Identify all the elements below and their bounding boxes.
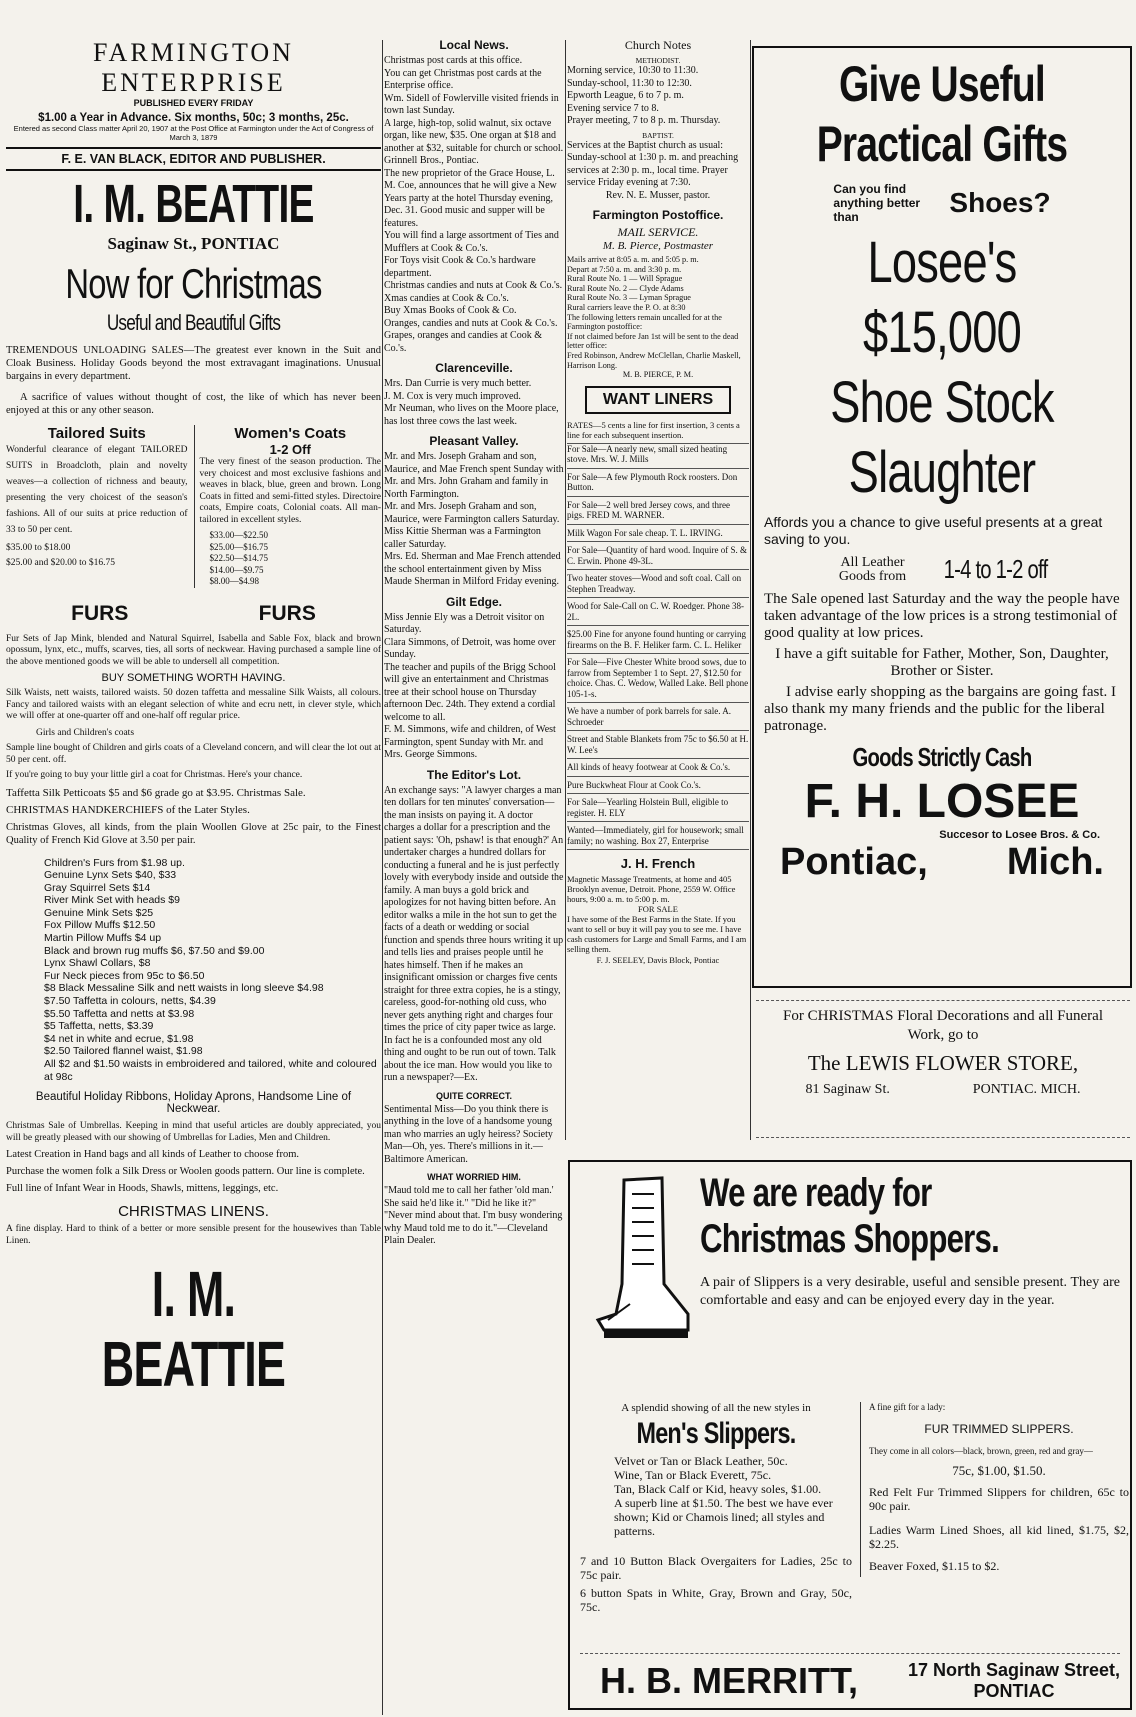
gilt-edge-head: Gilt Edge. <box>445 594 502 609</box>
coats-price: $33.00—$22.50 <box>209 530 268 540</box>
news-item: Christmas post cards at this office. <box>384 55 523 66</box>
losee-big1: Losee's $15,000 <box>862 230 1022 365</box>
coats-section <box>194 425 382 588</box>
coats-head: Women's Coats <box>234 425 347 442</box>
beattie-column <box>6 38 381 1713</box>
mail-line: If not claimed before Jan 1st will be sent to the dead letter office: <box>567 331 739 351</box>
coats-price: $22.50—$14.75 <box>209 553 268 563</box>
mens-line: Velvet or Tan or Black Leather, 50c. <box>614 1454 788 1468</box>
news-item: You will find a large assortment of Ties and Mufflers at Cook & Co.'s. <box>384 230 559 254</box>
list-item: $8 Black Messaline Silk and nett waists in long sleeve $4.98 <box>44 982 324 995</box>
news-item: Xmas candies at Cook & Co.'s. <box>384 292 509 304</box>
classified-ad: Milk Wagon For sale cheap. T. L. IRVING. <box>567 528 749 543</box>
suits-price: $25.00 and $20.00 to $16.75 <box>6 558 115 568</box>
losee-affords: Affords you a chance to give useful presents at a great saving to you. <box>764 514 1103 547</box>
postoffice-head: Farmington Postoffice. <box>592 208 724 222</box>
news-item: You can get Christmas post cards at the Enterprise office. <box>384 67 542 91</box>
girls-text: Sample line bought of Children and girls coats of a Cleveland concern, and will clear the lot out at 50 per cent. off. <box>6 743 381 765</box>
flower-city: PONTIAC. MICH. <box>972 1082 1081 1097</box>
quite-correct-head: QUITE CORRECT. <box>435 1090 512 1101</box>
news-item: Grapes, oranges and candies at Cook & Co.'s. <box>384 330 543 354</box>
shoe-icon <box>584 1174 694 1344</box>
list-item: Black and brown rug muffs $6, $7.50 and $9.00 <box>44 944 265 957</box>
classified-ad: For Sale—A few Plymouth Rock roosters. Don Button. <box>567 472 749 497</box>
coats-price: $25.00—$16.75 <box>209 541 268 552</box>
news-item: Clara Simmons, of Detroit, was home over Sunday. <box>384 636 556 660</box>
news-item: Miss Jennie Ely was a Detroit visitor on Saturday. <box>384 611 545 635</box>
news-item: For Toys visit Cook & Co.'s hardware department. <box>384 255 536 279</box>
mail-line: Fred Robinson, Andrew McClellan, Charlie Maskell, Harrison Long. <box>567 350 741 370</box>
news-item: Oranges, candies and nuts at Cook & Co.'s. <box>384 317 558 329</box>
merritt-intro: A pair of Slippers is a very desirable, useful and sensible present. They are comfortable and easy and can be enjoyed every day in the year. <box>700 1275 1120 1308</box>
quite-correct-text: Sentimental Miss—Do you think there is anything in the love of a handsome young man who marries an ugly heiress? Society Man—Oh, yes. There's millions in it.—Baltimore American. <box>384 1103 553 1165</box>
classified-ad: For Sale—Yearling Holstein Bull, eligible to register. H. ELY <box>567 797 749 822</box>
infant-wear: Full line of Infant Wear in Hoods, Shawls, mittens, leggings, etc. <box>6 1183 279 1195</box>
suits-price: $35.00 to $18.00 <box>6 543 71 553</box>
beattie-address: Saginaw St., PONTIAC <box>107 234 280 253</box>
furs-heading: FURS <box>258 601 316 625</box>
losee-successor: Succesor to Losee Bros. & Co. <box>939 829 1100 841</box>
church-notes-head: Church Notes <box>624 38 692 52</box>
list-item: $7.50 Taffetta in colours, netts, $4.39 <box>44 995 216 1008</box>
buy-worth: BUY SOMETHING WORTH HAVING. <box>101 672 286 684</box>
list-item: Fox Pillow Muffs $12.50 <box>44 919 156 932</box>
what-worried-text: "Maud told me to call her father 'old man.' She said he'd like it." "Did he like it?" "Never mind about that. I'm busy wondering why Maud told me to do it."—Cleveland Plain Dealer. <box>384 1185 563 1246</box>
losee-state: Mich. <box>1006 841 1104 883</box>
masthead-terms: $1.00 a Year in Advance. Six months, 50c; 3 months, 25c. <box>38 112 349 124</box>
classified-ad: Two heater stoves—Wood and soft coal. Call on Stephen Treadway. <box>567 573 749 598</box>
classified-ad: Wood for Sale-Call on C. W. Roedger. Phone 38-2L. <box>567 601 749 626</box>
coats-price: $8.00—$4.98 <box>209 576 259 586</box>
beattie-headline: Now for Christmas <box>65 260 322 307</box>
column-rule <box>382 40 383 1715</box>
linens-text: A fine display. Hard to think of a better or more sensible present for the housewives than Table Linen. <box>6 1224 381 1246</box>
merritt-beaver: Beaver Foxed, $1.15 to $2. <box>869 1559 1000 1573</box>
news-item: Mrs. Dan Currie is very much better. <box>384 378 532 389</box>
beattie-name: I. M. BEATTIE <box>73 174 314 234</box>
list-item: Genuine Lynx Sets $40, $33 <box>44 869 177 882</box>
list-item: $2.50 Tailored flannel waist, $1.98 <box>44 1045 203 1058</box>
classified-ad: For Sale—Five Chester White brood sows, due to farrow from September 1 to Sept. 27, $12.50 for choice. Chas. C. Wedow, Walled Lake. Bell phone 105-1-s. <box>567 657 749 703</box>
local-news-head: Local News. <box>439 38 509 52</box>
merritt-red-felt: Red Felt Fur Trimmed Slippers for children, 65c to 90c pair. <box>869 1485 1129 1513</box>
pleasant-valley-head: Pleasant Valley. <box>429 434 519 448</box>
list-item: Genuine Mink Sets $25 <box>44 906 154 919</box>
postmaster: M. B. Pierce, Postmaster <box>602 240 714 252</box>
editors-lot-head: The Editor's Lot. <box>426 767 522 782</box>
list-item: $5 Taffetta, netts, $3.39 <box>44 1020 154 1033</box>
mail-line: Rural carriers leave the P. O. at 8:30 <box>567 302 686 312</box>
losee-ask: Can you find anything better than <box>833 182 921 224</box>
umbrellas: Christmas Sale of Umbrellas. Keeping in mind that useful articles are doubly appreciated, you will be greatly pleased with our showing of Umbrellas for Ladies, Men and Children. <box>6 1121 381 1143</box>
news-item: Mr. and Mrs. Joseph Graham and son, Maurice, and Mae French spent Sunday with Mr. and Mrs. John Graham and family in North Farmington. <box>384 451 564 500</box>
losee-line1: Give Useful <box>838 56 1045 112</box>
price-list <box>44 857 381 1084</box>
mens-line: A superb line at $1.50. The best we have ever shown; Kid or Chamois lined; all styles and patterns. <box>614 1496 833 1538</box>
news-item: Miss Kittie Sherman was a Farmington caller Saturday. <box>384 526 541 550</box>
furs-heading: FURS <box>71 601 129 625</box>
news-item: Buy Xmas Books of Cook & Co. <box>384 305 517 316</box>
mail-line: The following letters remain uncalled for at the Farmington postoffice: <box>567 312 722 332</box>
suits-text: Wonderful clearance of elegant TAILORED SUITS in Broadcloth, plain and novelty weaves—a collection of richness and beauty, presenting the very choicest of the season's fashions. All of our suits at price reduction of 33 to 50 per cent. <box>6 445 188 535</box>
flower-ad <box>756 1000 1130 1138</box>
masthead-entered: Entered as second Class matter April 20, 1907 at the Post Office at Farmington under the Act of Congress of March 3, 1879 <box>13 124 374 142</box>
forsale-head: FOR SALE <box>638 904 678 915</box>
ribbons: Beautiful Holiday Ribbons, Holiday Aprons, Handsome Line of Neckwear. <box>35 1091 352 1116</box>
masthead-editor: F. E. VAN BLACK, EDITOR AND PUBLISHER. <box>6 147 381 171</box>
list-item: Fur Neck pieces from 95c to $6.50 <box>44 969 205 982</box>
merritt-overgaiters: 7 and 10 Button Black Overgaiters for Ladies, 25c to 75c pair. <box>580 1554 852 1582</box>
losee-big3: Slaughter <box>848 440 1036 505</box>
merritt-fine-gift: A fine gift for a lady: <box>869 1402 946 1412</box>
merritt-fur-trimmed: FUR TRIMMED SLIPPERS. <box>924 1422 1074 1436</box>
beattie-intro: TREMENDOUS UNLOADING SALES—The greatest ever known in the Suit and Cloak Business. Holiday Goods beyond the most extravagant imaginations. Unusual bargains in every department. <box>6 345 381 382</box>
news-item: Christmas candies and nuts at Cook & Co.'s. <box>384 280 563 291</box>
forsale-text: I have some of the Best Farms in the State. If you want to sell or buy it will pay you to see me. I have cash customers for Large and Small Farms, and I am selling them. <box>567 914 747 955</box>
service-line: Prayer meeting, 7 to 8 p. m. Thursday. <box>567 115 721 126</box>
merritt-name: H. B. MERRITT, <box>600 1660 858 1701</box>
classified-ad: All kinds of heavy footwear at Cook & Co.'s. <box>567 762 749 777</box>
rates: RATES—5 cents a line for first insertion, 3 cents a line for each subsequent insertion. <box>567 420 749 444</box>
girls-head: Girls and Children's coats <box>36 727 135 738</box>
coats-text: The very finest of the season production. The very choicest and most exclusive fashions and weaves in black, blue, green and brown. Long Coats in fitted and semi-fitted styles. Directoire coats, Empire coats, Colonial coats. All man-tailored in excellent styles. <box>199 457 381 525</box>
news-item: J. M. Cox is very much improved. <box>384 390 521 402</box>
merritt-head2: Christmas Shoppers. <box>700 1217 999 1261</box>
girls-text: If you're going to buy your little girl a coat for Christmas. Here's your chance. <box>6 770 303 780</box>
mail-line: Depart at 7:50 a. m. and 3:30 p. m. <box>567 264 682 274</box>
purchase: Purchase the women folk a Silk Dress or Woolen goods pattern. Our line is complete. <box>6 1166 365 1178</box>
want-liners-head: WANT LINERS <box>585 386 731 414</box>
losee-cash: Goods Strictly Cash <box>852 742 1032 772</box>
beattie-name-bottom: I. M. BEATTIE <box>101 1258 286 1401</box>
clarenceville-head: Clarenceville. <box>435 361 513 375</box>
column-rule <box>750 40 751 1140</box>
gloves: Christmas Gloves, all kinds, from the plain Woollen Glove at 25c pair, to the Finest Quality of French Kid Glove at 3.50 per pair. <box>6 821 381 846</box>
local-news-column <box>384 38 564 1713</box>
merritt-address: 17 North Saginaw Street, <box>907 1660 1120 1680</box>
news-item: The new proprietor of the Grace House, L. M. Coe, announces that he will give a New Years party at the hotel Thursday evening, Dec. 31. Good music and supper will be features. <box>384 167 557 229</box>
list-item: Martin Pillow Muffs $4 up <box>44 932 162 945</box>
methodist-head: METHODIST. <box>635 56 681 65</box>
merritt-city: PONTIAC <box>973 1681 1055 1701</box>
mail-line: M. B. PIERCE, P. M. <box>622 370 694 380</box>
beattie-sacrifice: A sacrifice of values without thought of cost, the like of which has never been enjoyed at this or any other season. <box>6 392 381 416</box>
mens-line: Tan, Black Calf or Kid, heavy soles, $1.00. <box>614 1482 822 1496</box>
silk-text: Silk Waists, nett waists, tailored waists. 50 dozen taffetta and messaline Silk Waists, all colours. Fancy and tailored waists with an elegant selection of white and ecru nett, in clever style, which we will offer at one-quarter off and one-half off regular price. <box>6 688 381 721</box>
news-item: F. M. Simmons, wife and children, of West Farmington, spent Sunday with Mr. and Mrs. George Simmons. <box>384 724 556 760</box>
classified-ad: Street and Stable Blankets from 75c to $6.50 at H. W. Lee's <box>567 734 749 759</box>
pastor: Rev. N. E. Musser, pastor. <box>605 189 711 201</box>
losee-city: Pontiac, <box>780 841 928 883</box>
classified-ad: We have a number of pork barrels for sale. A. Schroeder <box>567 706 749 731</box>
classified-ad: Wanted—Immediately, girl for housework; small family; no washing. Box 27, Enterprise <box>567 825 749 850</box>
mens-line: Wine, Tan or Black Everett, 75c. <box>614 1468 772 1482</box>
flower-line1: For CHRISTMAS Floral Decorations and all Funeral Work, go to <box>783 1008 1103 1043</box>
coats-sub: 1-2 Off <box>269 442 311 457</box>
service-line: Evening service 7 to 8. <box>567 102 659 114</box>
masthead-title: FARMINGTON ENTERPRISE <box>93 38 294 97</box>
merritt-mens: Men's Slippers. <box>636 1417 796 1450</box>
masthead-published: PUBLISHED EVERY FRIDAY <box>133 98 254 108</box>
classified-ad: For Sale—2 well bred Jersey cows, and three pigs. FRED M. WARNER. <box>567 500 749 525</box>
classified-ad: For Sale—Quantity of hard wood. Inquire of S. & C. Erwin. Phone 49-3L. <box>567 545 749 570</box>
petticoats: Taffetta Silk Petticoats $5 and $6 grade go at $3.95. Christmas Sale. <box>6 786 306 799</box>
baptist-head: BAPTIST. <box>642 130 674 140</box>
merritt-splendid: A splendid showing of all the new styles in <box>621 1402 811 1414</box>
suits-head: Tailored Suits <box>47 425 146 442</box>
classified-ad: For Sale—A nearly new, small sized heating stove. Mrs. W. J. Mills <box>567 444 749 469</box>
news-item: Mr. and Mrs. Joseph Graham and son, Maurice, were Farmington callers Saturday. <box>384 501 560 525</box>
merritt-ad <box>568 1160 1132 1710</box>
list-item: Gray Squirrel Sets $14 <box>44 881 151 894</box>
service-line: Epworth League, 6 to 7 p. m. <box>567 90 684 101</box>
list-item: Lynx Shawl Collars, $8 <box>44 957 151 970</box>
merritt-colors: They come in all colors—black, brown, green, red and gray— <box>869 1446 1093 1456</box>
linens-head: CHRISTMAS LINENS. <box>118 1203 269 1221</box>
losee-advise: I advise early shopping as the bargains are going fast. I also thank my many friends and the public for the liberal patronage. <box>764 684 1117 734</box>
list-item: $4 net in white and ecrue, $1.98 <box>44 1032 194 1045</box>
column-rule <box>565 40 566 1140</box>
losee-gift-text: I have a gift suitable for Father, Mother, Son, Daughter, Brother or Sister. <box>775 646 1109 679</box>
losee-name: F. H. LOSEE <box>804 775 1080 828</box>
flower-address: 81 Saginaw St. <box>805 1082 890 1097</box>
service-line: Sunday-school, 11:30 to 12:30. <box>567 77 692 89</box>
mail-line: Mails arrive at 8:05 a. m. and 5:05 p. m. <box>567 255 699 264</box>
handbags: Latest Creation in Hand bags and all kinds of Leather to choose from. <box>6 1149 300 1161</box>
seeley: F. J. SEELEY, Davis Block, Pontiac <box>596 955 720 966</box>
losee-ad <box>752 46 1132 988</box>
mail-line: Rural Route No. 3 — Lyman Sprague <box>567 293 691 303</box>
losee-big2: Shoe Stock <box>830 370 1054 435</box>
news-item: A large, high-top, solid walnut, six octave organ, like new, $35. One organ at $18 and another at $32, suitable for church or school. Grinnell Bros., Pontiac. <box>384 117 564 166</box>
merritt-fur-prices: 75c, $1.00, $1.50. <box>952 1463 1046 1478</box>
french-head: J. H. French <box>620 856 696 872</box>
furs-text: Fur Sets of Jap Mink, blended and Natural Squirrel, Isabella and Sable Fox, black and brown opossum, lynx, etc., muffs, scarves, ties, all sorts of neckwear. Having purchased a sample line of the above mentioned goods we will be able to undersell all competition. <box>6 633 381 667</box>
beattie-subhead: Useful and Beautiful Gifts <box>106 310 281 335</box>
list-item: Children's Furs from $1.98 up. <box>44 856 185 869</box>
list-item: All $2 and $1.50 waists in embroidered and tailored, white and coloured at 98c <box>44 1058 377 1083</box>
news-item: Mrs. Ed. Sherman and Mae French attended the school entertainment given by Miss Maude Sherman in Milford Friday evening. <box>384 551 561 587</box>
merritt-head1: We are ready for <box>700 1171 932 1215</box>
classified-ad: $25.00 Fine for anyone found hunting or carrying firearms on the B. F. Heliker farm. C. L. Heliker <box>567 629 749 654</box>
merritt-warm: Ladies Warm Lined Shoes, all kid lined, $1.75, $2, $2.25. <box>869 1523 1129 1551</box>
suits-section <box>6 425 188 588</box>
list-item: River Mink Set with heads $9 <box>44 894 180 907</box>
handkerchiefs: CHRISTMAS HANDKERCHIEFS of the Later Styles. <box>6 803 250 816</box>
mail-line: Rural Route No. 1 — Will Sprague <box>567 274 683 284</box>
church-notes-column <box>567 38 749 1138</box>
news-item: Mr Neuman, who lives on the Moore place, has lost three cows the last week. <box>384 403 559 427</box>
baptist-text: Services at the Baptist church as usual: Sunday-school at 1:30 p. m. and preaching services at 2:30 p. m., local time. Prayer service Friday evening at 7:30. <box>567 139 739 188</box>
french-text: Magnetic Massage Treatments, at home and 405 Brooklyn avenue, Detroit. Phone, 2559 W. Office hours, 9:00 a. m. to 5:00 p. m. <box>567 874 736 905</box>
list-item: $5.50 Taffetta and netts at $3.98 <box>44 1007 195 1020</box>
what-worried-head: WHAT WORRIED HIM. <box>427 1172 521 1182</box>
news-item: The teacher and pupils of the Brigg School will give an entertainment and Christmas tree at their school house on Thursday afternoon Dec. 24th. They extend a cordial welcome to all. <box>384 661 556 723</box>
losee-sale-text: The Sale opened last Saturday and the way the people have taken advantage of the low prices is a strong testimonial of good quality at low prices. <box>764 591 1120 641</box>
mail-line: Rural Route No. 2 — Clyde Adams <box>567 283 684 293</box>
flower-store-name: The LEWIS FLOWER STORE, <box>807 1051 1079 1075</box>
losee-line2: Practical Gifts <box>816 116 1068 172</box>
losee-shoes: Shoes? <box>949 187 1051 218</box>
classified-ad: Pure Buckwheat Flour at Cook Co.'s. <box>567 780 749 795</box>
news-item: Wm. Sidell of Fowlerville visited friends in town last Sunday. <box>384 92 559 116</box>
coats-price: $14.00—$9.75 <box>209 564 264 575</box>
service-line: Morning service, 10:30 to 11:30. <box>567 65 699 76</box>
merritt-spats: 6 button Spats in White, Gray, Brown and Gray, 50c, 75c. <box>580 1586 852 1614</box>
losee-all-leather: All Leather Goods from <box>838 554 907 584</box>
editors-lot-text: An exchange says: "A lawyer charges a man ten dollars for ten minutes' conversation—the man insists on paying it. A doctor charges a dollar for a prescription and the patient says: 'Oh, pshaw! is that enough?' An undertaker charges a hundred dollars for conducting a funeral and he is just perfectly lovely with everybody inside and outside the family. A man buys a gold brick and apologizes for not having bitten before. An editor walks a mile in the hot sun to get the facts of a death or wedding or social function and spends three hours writing it up and tells lies and praises people until he hates himself. Then if he makes an insignificant omission or charges five cents straight for three extra copies, he is a stingy, careless, good-for-nothing old cuss, who never gets anything right and charges four times the price of city paper twice as large. In fact he is a confounded most any old thing and ought to be run out of town. Talk about the ice man. How would you like to run a newspaper?—Ex. <box>384 784 564 1083</box>
losee-off: 1-4 to 1-2 off <box>943 554 1047 584</box>
mail-service: MAIL SERVICE. <box>617 225 699 239</box>
